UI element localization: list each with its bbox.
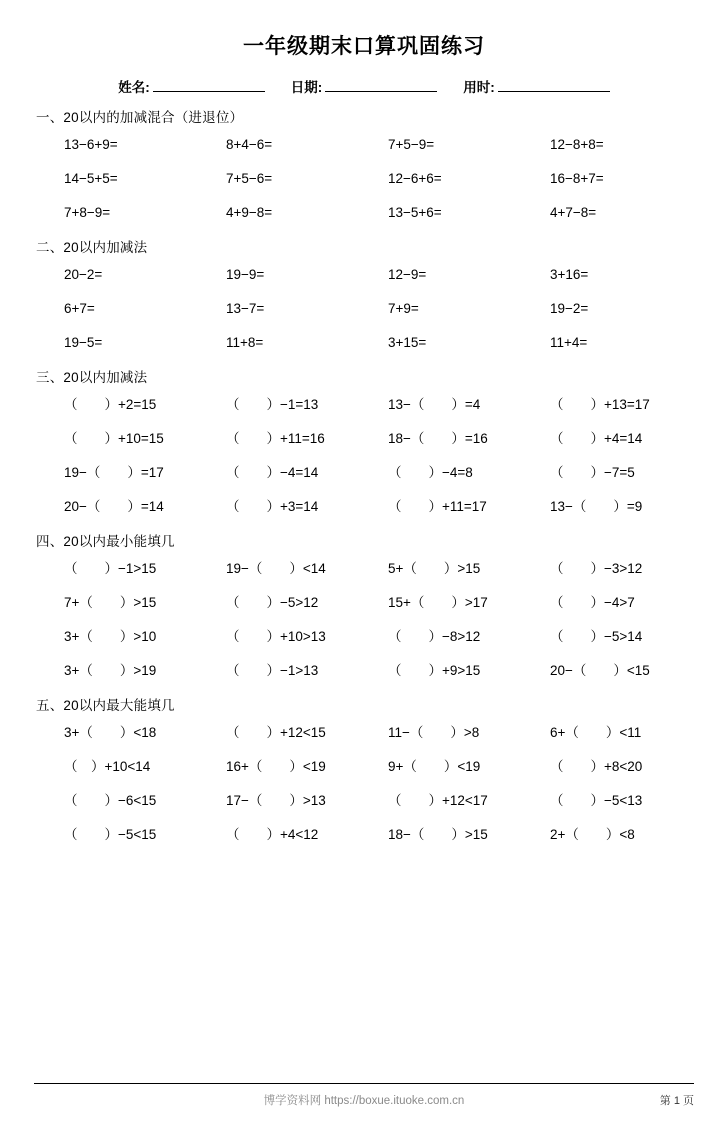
footer-watermark: 博学资料网 https://boxue.ituoke.com.cn: [263, 1095, 465, 1107]
student-info-row: [34, 76, 694, 96]
problem-item: 11+4=: [550, 335, 588, 350]
problem-item: （ ）+10<14: [64, 759, 151, 774]
problem-row: [46, 162, 694, 196]
problem-item: 3+（ ）>10: [64, 629, 157, 644]
problem-item: （ ）−5>12: [226, 595, 319, 610]
problem-row: [46, 196, 694, 230]
section-4-problems: [34, 552, 694, 688]
problem-item: 20−（ ）<15: [550, 663, 650, 678]
problem-item: （ ）−7=5: [550, 465, 635, 480]
problem-row: [46, 654, 694, 688]
problem-item: 8+4−6=: [226, 137, 273, 152]
problem-item: 17−（ ）>13: [226, 793, 326, 808]
problem-item: 4+7−8=: [550, 205, 597, 220]
problem-row: [46, 750, 694, 784]
section-3-title: 三、20以内加减法: [36, 370, 148, 385]
problem-item: （ ）−5<15: [64, 827, 157, 842]
problem-item: 19−5=: [64, 335, 103, 350]
problem-row: [46, 716, 694, 750]
date-input-blank[interactable]: [325, 79, 437, 92]
problem-item: 3+（ ）>19: [64, 663, 157, 678]
section-1-problems: [34, 128, 694, 230]
problem-item: 4+9−8=: [226, 205, 273, 220]
problem-item: 20−（ ）=14: [64, 499, 164, 514]
problem-item: 13−6+9=: [64, 137, 118, 152]
problem-item: （ ）+4=14: [550, 431, 643, 446]
problem-item: （ ）−5<13: [550, 793, 643, 808]
problem-item: 12−9=: [388, 267, 427, 282]
problem-item: （ ）+13=17: [550, 397, 650, 412]
problem-item: 6+7=: [64, 301, 95, 316]
problem-item: （ ）−4=14: [226, 465, 319, 480]
section-4: [34, 530, 694, 688]
problem-item: 7+（ ）>15: [64, 595, 157, 610]
section-5-problems: [34, 716, 694, 852]
time-field-group: [463, 76, 610, 96]
problem-row: [46, 258, 694, 292]
problem-item: 16+（ ）<19: [226, 759, 326, 774]
problem-item: （ ）−1>15: [64, 561, 157, 576]
section-5: [34, 694, 694, 852]
problem-item: 3+（ ）<18: [64, 725, 157, 740]
problem-item: （ ）−5>14: [550, 629, 643, 644]
problem-item: （ ）−3>12: [550, 561, 643, 576]
name-input-blank[interactable]: [153, 79, 265, 92]
problem-item: 13−7=: [226, 301, 265, 316]
page-title: 一年级期末口算巩固练习: [243, 34, 485, 58]
problem-item: 7+8−9=: [64, 205, 111, 220]
section-3: [34, 366, 694, 524]
name-label: 姓名:: [118, 80, 150, 95]
problem-item: （ ）−6<15: [64, 793, 157, 808]
section-2: [34, 236, 694, 360]
problem-item: 16−8+7=: [550, 171, 604, 186]
problem-row: [46, 552, 694, 586]
problem-item: 13−（ ）=4: [388, 397, 481, 412]
problem-item: 6+（ ）<11: [550, 725, 642, 740]
problem-item: 14−5+5=: [64, 171, 118, 186]
problem-item: 11+8=: [226, 335, 264, 350]
problem-item: 15+（ ）>17: [388, 595, 488, 610]
problem-item: 12−8+8=: [550, 137, 604, 152]
section-5-title: 五、20以内最大能填几: [36, 698, 175, 713]
problem-item: 20−2=: [64, 267, 103, 282]
problem-item: （ ）+11=16: [226, 431, 325, 446]
date-field-group: [291, 76, 438, 96]
problem-item: （ ）+8<20: [550, 759, 643, 774]
problem-item: 18−（ ）>15: [388, 827, 488, 842]
problem-item: 19−（ ）<14: [226, 561, 326, 576]
problem-item: 19−9=: [226, 267, 265, 282]
problem-item: （ ）+2=15: [64, 397, 157, 412]
problem-item: （ ）+10=15: [64, 431, 164, 446]
section-1: [34, 106, 694, 230]
problem-item: 13−5+6=: [388, 205, 442, 220]
date-label: 日期:: [290, 80, 323, 95]
section-2-title: 二、20以内加减法: [36, 240, 148, 255]
problem-item: （ ）−4>7: [550, 595, 635, 610]
problem-item: 18−（ ）=16: [388, 431, 488, 446]
problem-row: [46, 128, 694, 162]
problem-item: （ ）+12<15: [226, 725, 326, 740]
section-3-problems: [34, 388, 694, 524]
problem-item: （ ）+4<12: [226, 827, 319, 842]
time-input-blank[interactable]: [498, 79, 610, 92]
problem-item: 7+5−9=: [388, 137, 435, 152]
problem-item: （ ）−4=8: [388, 465, 473, 480]
problem-item: 19−（ ）=17: [64, 465, 164, 480]
problem-row: [46, 490, 694, 524]
section-2-problems: [34, 258, 694, 360]
problem-item: 3+16=: [550, 267, 589, 282]
problem-row: [46, 422, 694, 456]
problem-item: （ ）−1=13: [226, 397, 319, 412]
problem-item: （ ）+9>15: [388, 663, 481, 678]
problem-item: 7+9=: [388, 301, 419, 316]
problem-item: 11−（ ）>8: [388, 725, 480, 740]
problem-item: 2+（ ）<8: [550, 827, 635, 842]
section-1-title: 一、20以内的加减混合（进退位）: [36, 110, 244, 125]
problem-item: 7+5−6=: [226, 171, 273, 186]
problem-row: [46, 388, 694, 422]
problem-item: （ ）+3=14: [226, 499, 319, 514]
problem-item: （ ）+12<17: [388, 793, 488, 808]
time-label: 用时:: [463, 80, 495, 95]
problem-item: 19−2=: [550, 301, 589, 316]
problem-row: [46, 326, 694, 360]
problem-item: 3+15=: [388, 335, 427, 350]
problem-row: [46, 292, 694, 326]
problem-row: [46, 620, 694, 654]
problem-row: [46, 456, 694, 490]
section-4-title: 四、20以内最小能填几: [36, 534, 175, 549]
problem-item: 13−（ ）=9: [550, 499, 643, 514]
name-field-group: [118, 76, 265, 96]
page-number: 第 1 页: [659, 1095, 694, 1107]
problem-item: （ ）−1>13: [226, 663, 319, 678]
problem-row: [46, 784, 694, 818]
problem-item: 5+（ ）>15: [388, 561, 481, 576]
problem-row: [46, 818, 694, 852]
problem-row: [46, 586, 694, 620]
problem-item: （ ）−8>12: [388, 629, 481, 644]
footer-divider: [34, 1083, 694, 1084]
problem-item: 12−6+6=: [388, 171, 442, 186]
problem-item: 9+（ ）<19: [388, 759, 481, 774]
problem-item: （ ）+11=17: [388, 499, 487, 514]
problem-item: （ ）+10>13: [226, 629, 326, 644]
